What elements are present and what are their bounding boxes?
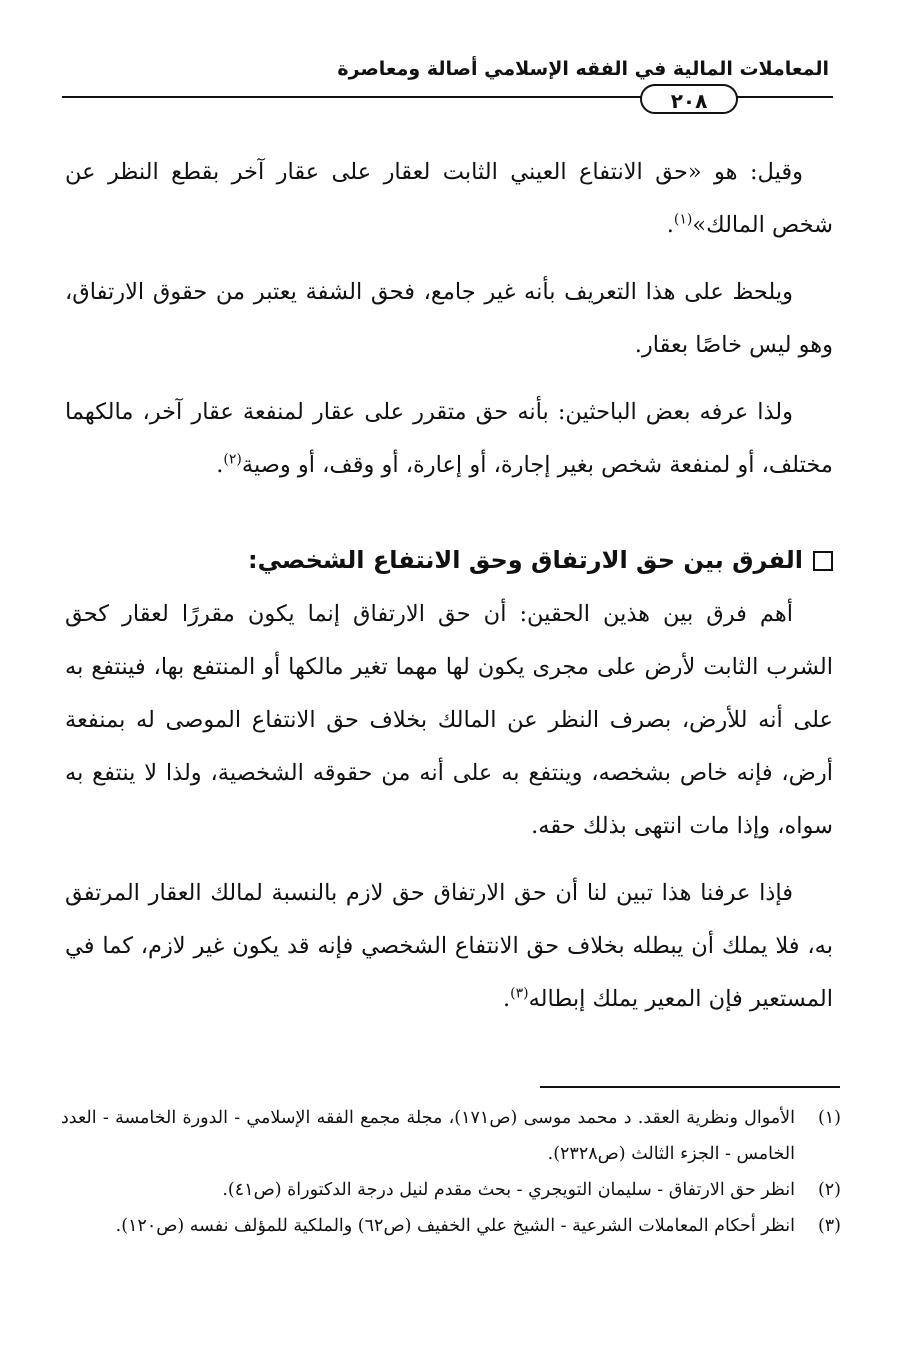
paragraph-end: . xyxy=(216,452,224,478)
footnote-ref-3: (٣) xyxy=(510,985,529,1002)
paragraph-critique: ويلحظ على هذا التعريف بأنه غير جامع، فحق الشفة يعتبر من حقوق الارتفاق، وهو ليس خاصًا بعقار. xyxy=(65,279,833,358)
page-number-badge: ٢٠٨ xyxy=(640,84,738,114)
paragraph-researcher-definition xyxy=(65,386,833,492)
footnote-number: (٣) xyxy=(817,1216,841,1236)
footnote-text: انظر حق الارتفاق - سليمان التويجري - بحث مقدم لنيل درجة الدكتوراة (ص٤١). xyxy=(222,1180,795,1200)
body-text xyxy=(65,146,833,1040)
footnote-item xyxy=(61,1208,841,1244)
footnote-item xyxy=(61,1100,841,1172)
paragraph-text: ولذا عرفه بعض الباحثين: بأنه حق متقرر على عقار لمنفعة عقار آخر، مالكهما مختلف، أو لمنفعة شخص بغير إجارة، أو إعارة، أو وقف، أو وصية xyxy=(65,399,833,478)
footnote-ref-1: (١) xyxy=(673,211,693,228)
paragraph-text: فإذا عرفنا هذا تبين لنا أن حق الارتفاق حق لازم بالنسبة لمالك العقار المرتفق به، فلا يملك أن يبطله بخلاف حق الانتفاع الشخصي فإنه قد يكون غير لازم، كما في المستعير فإن المعير يملك إبطاله xyxy=(65,880,833,1012)
footnote-ref-2: (٢) xyxy=(223,451,242,468)
footnote-number: (٢) xyxy=(817,1180,841,1200)
paragraph-conclusion xyxy=(65,867,833,1026)
footnote-separator xyxy=(540,1086,840,1088)
paragraph-definition xyxy=(65,146,833,252)
section-heading xyxy=(65,532,833,588)
paragraph-end: . xyxy=(502,986,511,1012)
footnote-text: انظر أحكام المعاملات الشرعية - الشيخ علي الخفيف (ص٦٢) والملكية للمؤلف نفسه (ص١٢٠). xyxy=(115,1216,795,1236)
paragraph-end: . xyxy=(666,212,674,238)
footnote-item xyxy=(61,1172,841,1208)
running-title: المعاملات المالية في الفقه الإسلامي أصالة ومعاصرة xyxy=(337,58,829,80)
paragraph-difference: أهم فرق بين هذين الحقين: أن حق الارتفاق إنما يكون مقررًا لعقار كحق الشرب الثابت لأرض على مجرى يكون لها مهما تغير مالكها أو المنتفع بها، فينتفع به على أنه للأرض، بصرف النظر عن المالك بخلاف حق الانتفاع الموصى له بمنفعة أرض، فإنه خاص بشخصه، وينتفع به على أنه من حقوقه الشخصية، ولذا لا ينتفع به سواه، وإذا مات انتهى بذلك حقه. xyxy=(65,601,833,839)
footnote-text: الأموال ونظرية العقد. د محمد موسى (ص١٧١)، مجلة مجمع الفقه الإسلامي - الدورة الخامسة - العدد الخامس - الجزء الثالث (ص٢٣٢٨). xyxy=(61,1108,795,1164)
square-bullet-icon xyxy=(813,551,833,571)
footnotes xyxy=(61,1100,841,1244)
paragraph-text: وقيل: هو «حق الانتفاع العيني الثابت لعقار على عقار آخر بقطع النظر عن شخص المالك» xyxy=(65,159,833,238)
footnote-number: (١) xyxy=(817,1108,841,1128)
section-heading-text: الفرق بين حق الارتفاق وحق الانتفاع الشخصي: xyxy=(248,546,803,574)
